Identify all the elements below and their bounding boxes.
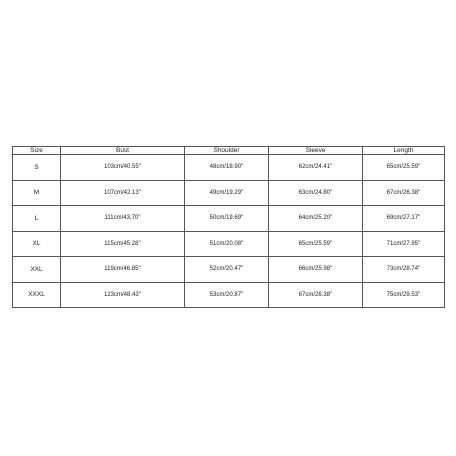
shoulder-cell: 48cm/18.90'' (185, 155, 269, 181)
table-row (13, 257, 445, 283)
sleeve-cell: 66cm/25.98'' (269, 257, 363, 283)
length-cell: 65cm/25.59'' (363, 155, 445, 181)
bust-cell: 111cm/43.70'' (61, 206, 185, 232)
size-cell: XXL (13, 257, 61, 283)
header-row (13, 147, 445, 155)
length-cell: 71cm/27.95'' (363, 231, 445, 257)
size-chart-table (12, 146, 445, 308)
table-row (13, 180, 445, 206)
bust-cell: 115cm/45.28'' (61, 231, 185, 257)
header-length: Length (363, 147, 445, 155)
bust-cell: 119cm/46.85'' (61, 257, 185, 283)
table-row (13, 206, 445, 232)
length-cell: 73cm/28.74'' (363, 257, 445, 283)
shoulder-cell: 49cm/19.29'' (185, 180, 269, 206)
sleeve-cell: 67cm/26.38'' (269, 282, 363, 308)
header-sleeve: Sleeve (269, 147, 363, 155)
header-bust: Bust (61, 147, 185, 155)
shoulder-cell: 52cm/20.47'' (185, 257, 269, 283)
table-row (13, 282, 445, 308)
sleeve-cell: 62cm/24.41'' (269, 155, 363, 181)
sleeve-cell: 64cm/25.20'' (269, 206, 363, 232)
sleeve-cell: 63cm/24.80'' (269, 180, 363, 206)
table-row (13, 155, 445, 181)
bust-cell: 123cm/48.43'' (61, 282, 185, 308)
sleeve-cell: 65cm/25.59'' (269, 231, 363, 257)
table-row (13, 231, 445, 257)
header-shoulder: Shoulder (185, 147, 269, 155)
shoulder-cell: 50cm/19.69'' (185, 206, 269, 232)
size-cell: L (13, 206, 61, 232)
length-cell: 75cm/29.53'' (363, 282, 445, 308)
size-cell: S (13, 155, 61, 181)
length-cell: 67cm/26.38'' (363, 180, 445, 206)
bust-cell: 107cm/42.13'' (61, 180, 185, 206)
header-size: Size (13, 147, 61, 155)
bust-cell: 103cm/40.55'' (61, 155, 185, 181)
size-cell: XL (13, 231, 61, 257)
shoulder-cell: 51cm/20.08'' (185, 231, 269, 257)
size-cell: XXXL (13, 282, 61, 308)
size-cell: M (13, 180, 61, 206)
length-cell: 69cm/27.17'' (363, 206, 445, 232)
shoulder-cell: 53cm/20.87'' (185, 282, 269, 308)
